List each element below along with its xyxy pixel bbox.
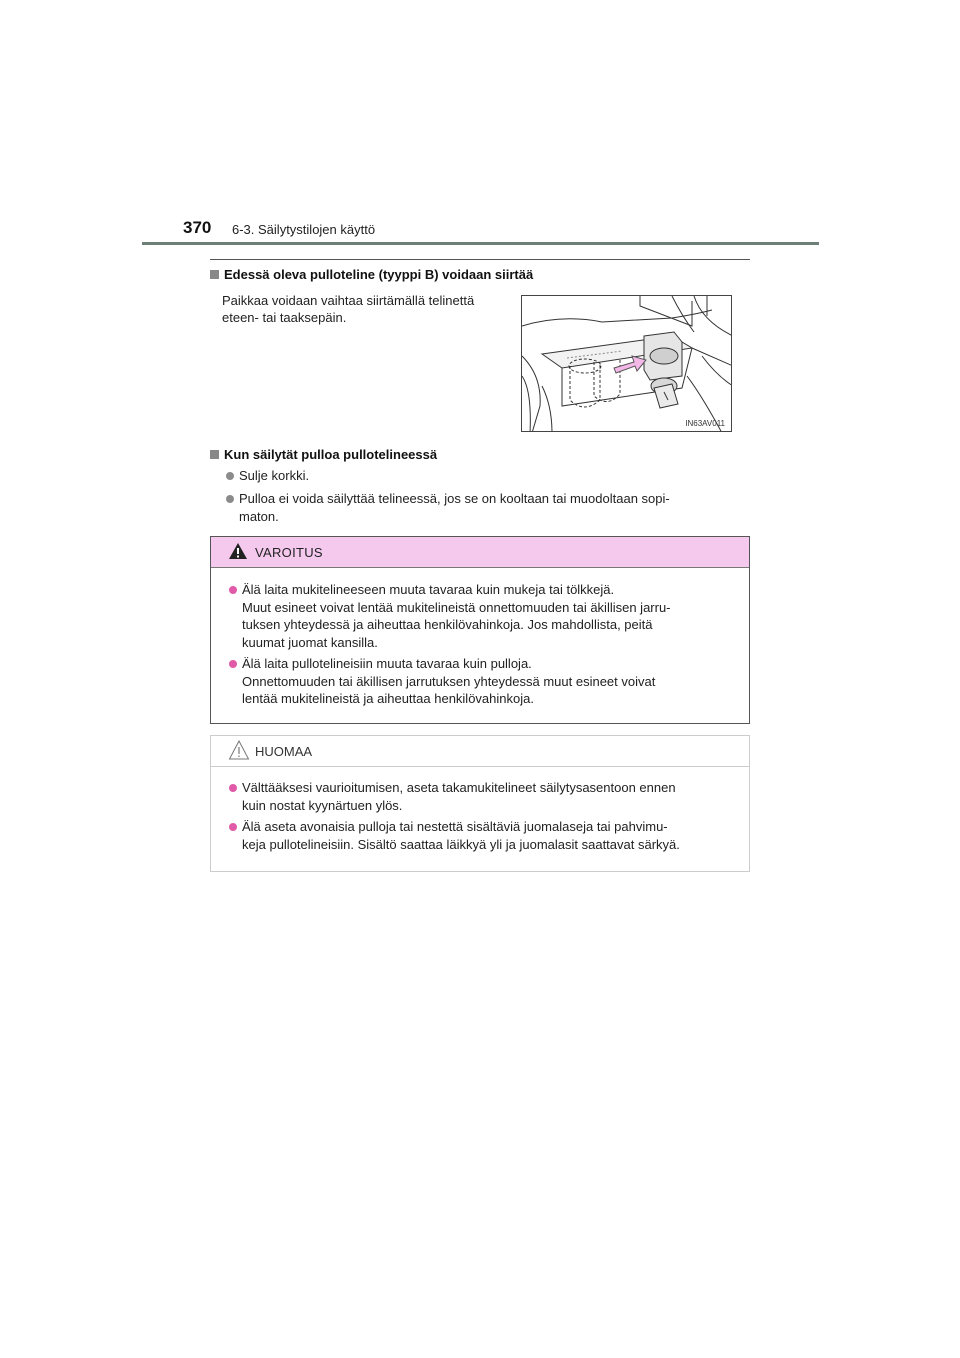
section-title: 6-3. Säilytystilojen käyttö xyxy=(232,222,376,237)
notice-line: keja pullotelineisiin. Sisältö saattaa läikkyä yli ja juomalasit saattavat särkyä. xyxy=(242,836,680,852)
figure-code: IN63AV011 xyxy=(685,419,725,428)
list-item-text: maton. xyxy=(239,508,279,524)
list-item xyxy=(226,467,750,485)
warning-item xyxy=(229,655,743,708)
warning-title: VAROITUS xyxy=(255,545,323,560)
subsection-heading-holder-b xyxy=(210,267,533,282)
subsection-heading-text: Edessä oleva pulloteline (tyyppi B) voidaan siirtää xyxy=(224,267,534,282)
warning-line: lentää mukitelineistä ja aiheuttaa henkilövahinkoja. xyxy=(242,691,534,706)
list-item xyxy=(226,490,750,525)
subsection-rule xyxy=(210,259,750,260)
bullet-dot-icon xyxy=(226,495,234,503)
list-item-text: Sulje korkki. xyxy=(239,468,310,483)
notice-item xyxy=(229,779,743,814)
square-bullet-icon xyxy=(210,450,219,459)
bullet-dot-icon xyxy=(229,784,237,792)
page-number: 370 xyxy=(183,218,212,237)
notice-line: Älä aseta avonaisia pulloja tai nestettä sisältäviä juomalaseja tai pahvimu- xyxy=(242,819,668,834)
notice-box xyxy=(210,735,750,872)
warning-line: Onnettomuuden tai äkillisen jarrutuksen yhteydessä muut esineet voivat xyxy=(242,673,656,689)
subsection-heading-text: Kun säilytät pulloa pullotelineessä xyxy=(224,447,438,462)
notice-title: HUOMAA xyxy=(255,744,313,759)
description-text xyxy=(222,292,474,326)
bullet-dot-icon xyxy=(226,472,234,480)
header-rule xyxy=(142,242,819,245)
warning-triangle-icon xyxy=(228,542,248,560)
notice-triangle-icon xyxy=(228,739,250,761)
warning-item xyxy=(229,581,743,651)
bullet-dot-icon xyxy=(229,823,237,831)
notice-header xyxy=(211,736,749,767)
warning-line: Älä laita mukitelineeseen muuta tavaraa kuin mukeja tai tölkkejä. xyxy=(242,582,615,597)
notice-line: kuin nostat kyynärtuen ylös. xyxy=(242,797,403,813)
description-line: Paikkaa voidaan vaihtaa siirtämällä telinettä xyxy=(222,293,475,308)
warning-line: Muut esineet voivat lentää mukitelineistä onnettomuuden tai äkillisen jarru- xyxy=(242,599,671,615)
bullet-dot-icon xyxy=(229,660,237,668)
bullet-dot-icon xyxy=(229,586,237,594)
square-bullet-icon xyxy=(210,270,219,279)
warning-line: tuksen yhteydessä ja aiheuttaa henkilövahinkoja. Jos mahdollista, peitä xyxy=(242,617,653,632)
warning-line: Älä laita pullotelineisiin muuta tavaraa kuin pulloja. xyxy=(242,656,532,671)
subsection-heading-bottles xyxy=(210,447,437,462)
warning-line: kuumat juomat kansilla. xyxy=(242,634,378,650)
description-line: eteen- tai taaksepäin. xyxy=(222,310,347,325)
console-illustration xyxy=(521,295,732,432)
notice-line: Välttääksesi vaurioitumisen, aseta takamukitelineet säilytysasentoon ennen xyxy=(242,780,676,795)
list-item-text: Pulloa ei voida säilyttää telineessä, jos se on kooltaan tai muodoltaan sopi- xyxy=(239,491,670,506)
notice-item xyxy=(229,818,743,853)
warning-header xyxy=(211,537,749,568)
warning-box xyxy=(210,536,750,724)
